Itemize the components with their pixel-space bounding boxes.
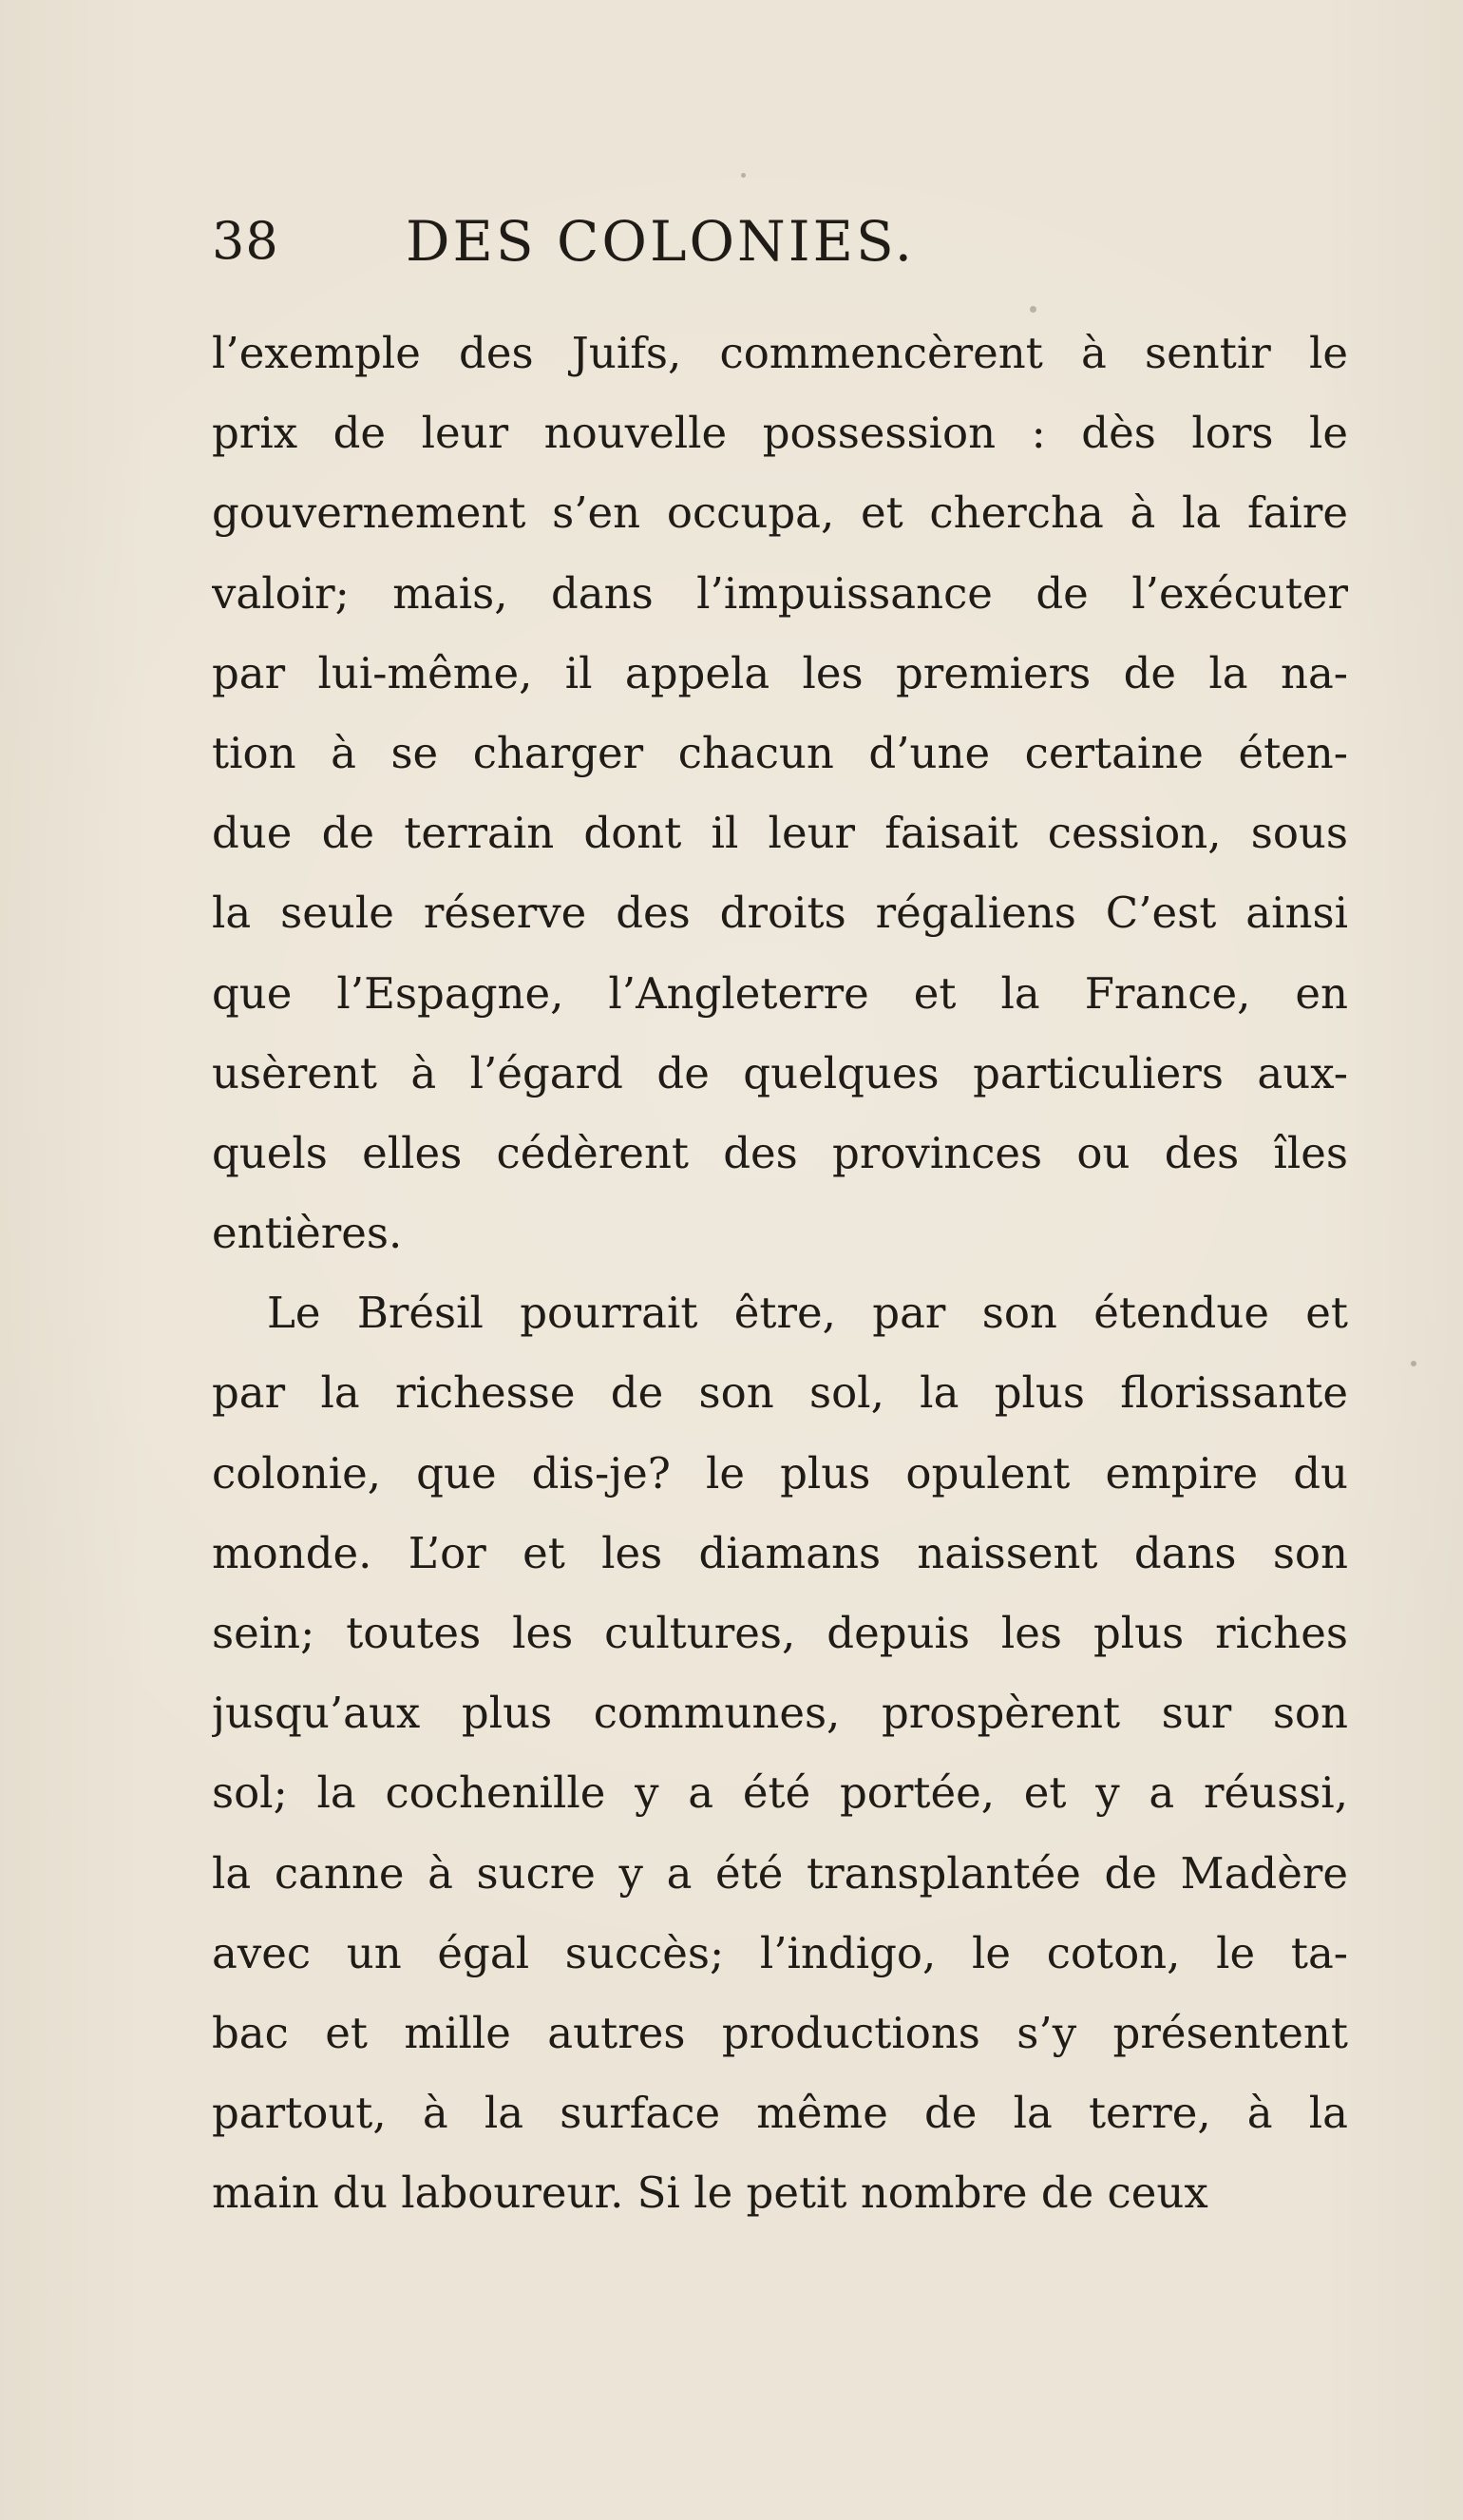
text-line: sol; la cochenille y a été portée, et y a réussi, — [212, 1767, 1348, 1819]
text-line: la seule réserve des droits régaliens C’est ainsi — [212, 888, 1348, 939]
paper-speck — [741, 173, 746, 178]
text-line: due de terrain dont il leur faisait cession, sous — [212, 808, 1348, 859]
text-line: partout, à la surface même de la terre, à la — [212, 2088, 1348, 2139]
paragraph-1 — [212, 314, 1348, 1273]
text-line: monde. L’or et les diamans naissent dans son — [212, 1527, 1348, 1578]
text-line: sein; toutes les cultures, depuis les plus riches — [212, 1608, 1348, 1658]
page-header — [212, 203, 1067, 279]
running-title: DES COLONIES. — [406, 209, 916, 274]
text-line: la canne à sucre y a été transplantée de Madère — [212, 1847, 1348, 1899]
page-number: 38 — [212, 211, 279, 271]
text-line: usèrent à l’égard de quelques particuliers aux- — [212, 1047, 1348, 1098]
text-line: prix de leur nouvelle possession : dès lors le — [212, 408, 1348, 459]
paper-speck — [1411, 1361, 1416, 1366]
text-line: gouvernement s’en occupa, et chercha à la faire — [212, 487, 1348, 539]
main-text — [212, 314, 1348, 2234]
text-line: main du laboureur. Si le petit nombre de ceux — [212, 2167, 1208, 2219]
paragraph-2 — [212, 1273, 1348, 2233]
text-line: valoir; mais, dans l’impuissance de l’exécuter — [212, 567, 1348, 619]
text-line: tion à se charger chacun d’une certaine éten- — [212, 727, 1348, 778]
text-line: par lui-même, il appela les premiers de la na- — [212, 647, 1348, 698]
text-line: que l’Espagne, l’Angleterre et la France, en — [212, 967, 1348, 1019]
text-line: avec un égal succès; l’indigo, le coton, le ta- — [212, 1927, 1348, 1978]
text-line: colonie, que dis-je? le plus opulent empire du — [212, 1447, 1348, 1499]
text-line: entières. — [212, 1208, 403, 1259]
text-line: Le Brésil pourrait être, par son étendue et — [267, 1288, 1348, 1339]
text-line: par la richesse de son sol, la plus florissante — [212, 1367, 1348, 1419]
text-line: bac et mille autres productions s’y présentent — [212, 2007, 1348, 2058]
paper-speck — [1043, 1637, 1047, 1641]
text-line: l’exemple des Juifs, commencèrent à sentir le — [212, 328, 1348, 378]
text-line: jusqu’aux plus communes, prospèrent sur son — [212, 1688, 1348, 1739]
paper-speck — [1030, 306, 1036, 313]
text-line: quels elles cédèrent des provinces ou des îles — [212, 1127, 1348, 1178]
